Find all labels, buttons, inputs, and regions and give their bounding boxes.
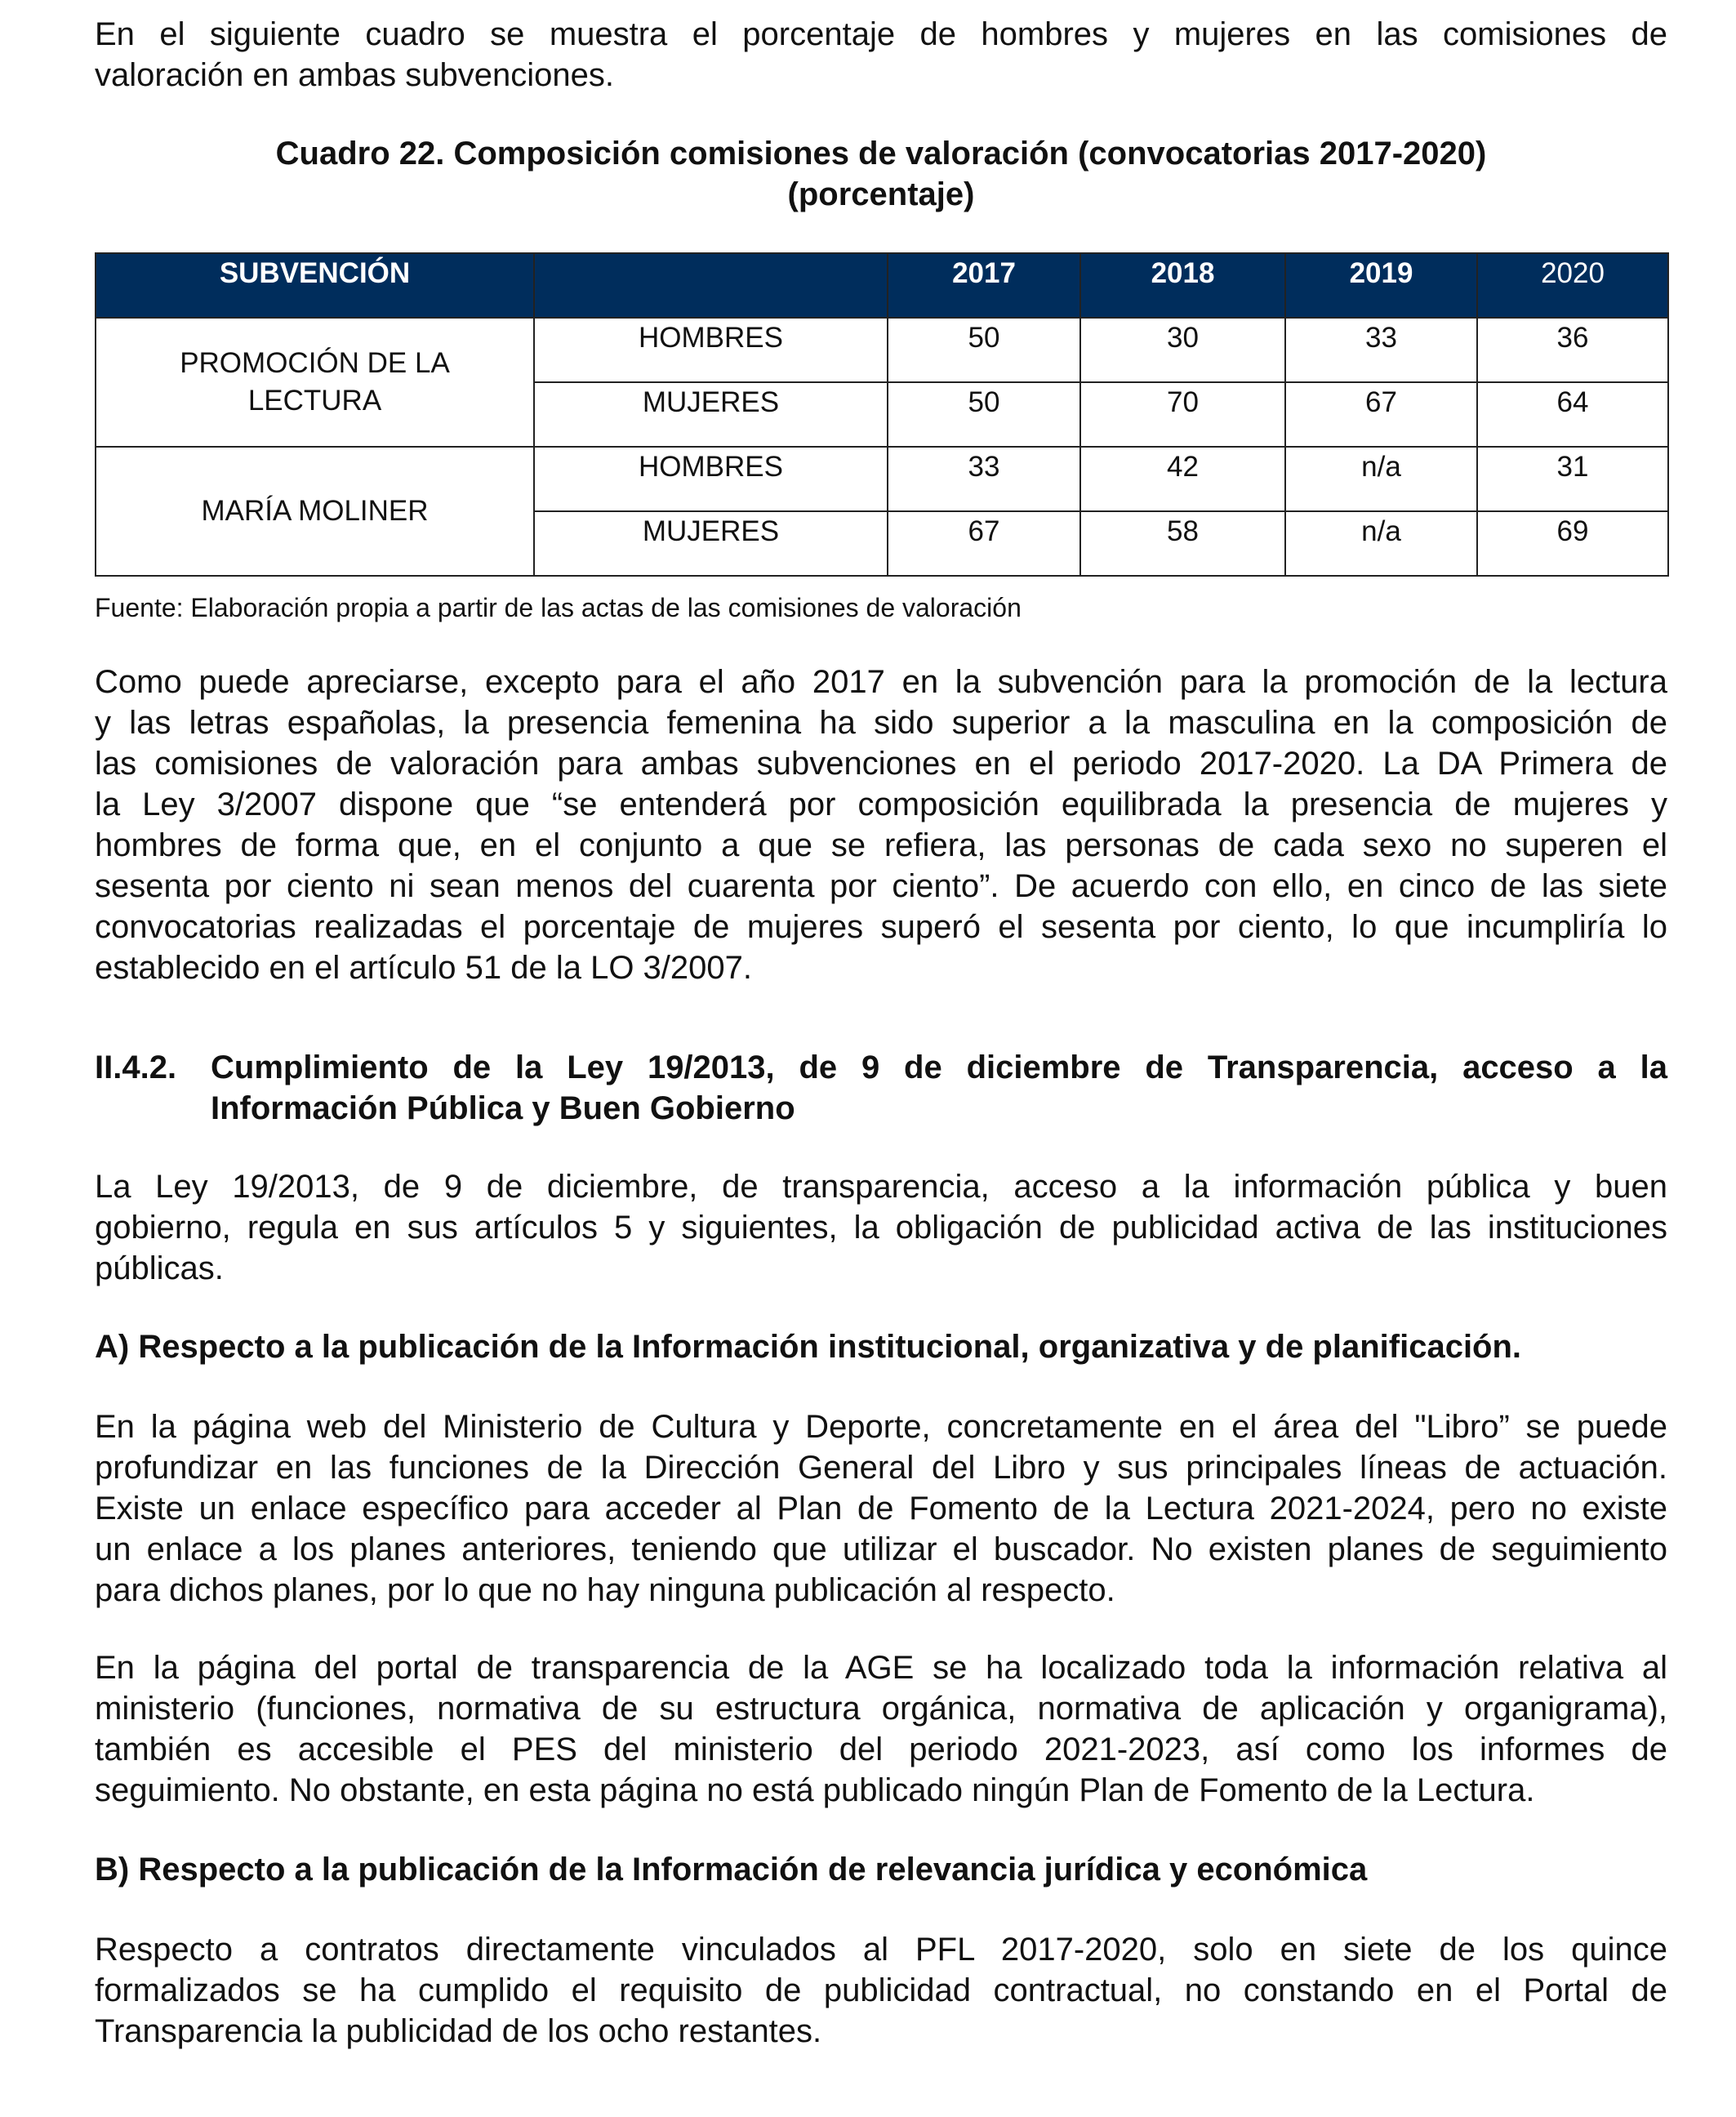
percentage-cell: 30 [1080, 318, 1285, 382]
paragraph-web [95, 1406, 1667, 1611]
header-blank [534, 253, 888, 318]
text-line: Información Pública y Buen Gobierno [211, 1090, 795, 1126]
text-line: la Ley 3/2007 dispone que “se entenderá por composición equilibrada la presencia de mujeres y [95, 787, 1667, 822]
percentage-cell: n/a [1285, 511, 1477, 576]
percentage-cell: 36 [1477, 318, 1668, 382]
table-row [96, 318, 1668, 382]
text-line: las comisiones de valoración para ambas subvenciones en el periodo 2017-2020. La DA Primera de [95, 746, 1667, 782]
subvencion-name: PROMOCIÓN DE LA LECTURA [96, 318, 534, 447]
percentage-cell: 64 [1477, 382, 1668, 447]
text-line: gobierno, regula en sus artículos 5 y siguientes, la obligación de publicidad activa de las instituciones [95, 1210, 1667, 1246]
percentage-cell: 50 [888, 318, 1080, 382]
sex-label: HOMBRES [534, 447, 888, 511]
caption-title: Cuadro 22. Composición comisiones de valoración (convocatorias 2017-2020) [275, 136, 1487, 172]
text-line: Transparencia la publicidad de los ocho restantes. [95, 2013, 822, 2049]
percentage-cell: 42 [1080, 447, 1285, 511]
text-line: seguimiento. No obstante, en esta página no está publicado ningún Plan de Fomento de la Lectura. [95, 1772, 1535, 1808]
paragraph-contracts [95, 1929, 1667, 2052]
sex-label: HOMBRES [534, 318, 888, 382]
text-line: Respecto a contratos directamente vinculados al PFL 2017-2020, solo en siete de los quince [95, 1932, 1667, 1968]
percentage-cell: 58 [1080, 511, 1285, 576]
composition-table [95, 252, 1669, 577]
header-subvencion: SUBVENCIÓN [96, 253, 534, 318]
table-caption [95, 133, 1667, 215]
text-line: Cumplimiento de la Ley 19/2013, de 9 de diciembre de Transparencia, acceso a la [211, 1050, 1667, 1085]
section-title [211, 1047, 1667, 1129]
header-2020: 2020 [1477, 253, 1668, 318]
percentage-cell: 31 [1477, 447, 1668, 511]
subheading-a: A) Respecto a la publicación de la Información institucional, organizativa y de planificación. [95, 1329, 1522, 1365]
text-line: Como puede apreciarse, excepto para el año 2017 en la subvención para la promoción de la lectura [95, 664, 1667, 700]
text-line: sesenta por ciento ni sean menos del cuarenta por ciento”. De acuerdo con ello, en cinco de las siete [95, 868, 1667, 904]
text-line: valoración en ambas subvenciones. [95, 57, 614, 93]
text-line: La Ley 19/2013, de 9 de diciembre, de transparencia, acceso a la información pública y buen [95, 1169, 1667, 1205]
percentage-cell: n/a [1285, 447, 1477, 511]
text-line: hombres de forma que, en el conjunto a que se refiera, las personas de cada sexo no superen el [95, 827, 1667, 863]
percentage-cell: 67 [888, 511, 1080, 576]
table-header-row [96, 253, 1668, 318]
header-2018: 2018 [1080, 253, 1285, 318]
paragraph-law [95, 1166, 1667, 1289]
percentage-cell: 33 [888, 447, 1080, 511]
text-line: profundizar en las funciones de la Dirección General del Libro y sus principales líneas de actuación. [95, 1450, 1667, 1486]
section-number: II.4.2. [95, 1050, 177, 1085]
paragraph-analysis [95, 662, 1667, 988]
sex-label: MUJERES [534, 382, 888, 447]
text-line: para dichos planes, por lo que no hay ninguna publicación al respecto. [95, 1572, 1115, 1608]
text-line: En la página web del Ministerio de Cultura y Deporte, concretamente en el área del "Libro” se puede [95, 1409, 1667, 1445]
subvencion-name: MARÍA MOLINER [96, 447, 534, 576]
text-line: y las letras españolas, la presencia femenina ha sido superior a la masculina en la composición de [95, 705, 1667, 741]
percentage-cell: 33 [1285, 318, 1477, 382]
text-line: formalizados se ha cumplido el requisito de publicidad contractual, no constando en el Portal de [95, 1972, 1667, 2008]
text-line: también es accesible el PES del ministerio del periodo 2021-2023, así como los informes de [95, 1731, 1667, 1767]
sex-label: MUJERES [534, 511, 888, 576]
text-line: un enlace a los planes anteriores, teniendo que utilizar el buscador. No existen planes de seguimiento [95, 1531, 1667, 1567]
text-line: ministerio (funciones, normativa de su estructura orgánica, normativa de aplicación y organigrama), [95, 1691, 1667, 1727]
text-line: establecido en el artículo 51 de la LO 3/2007. [95, 950, 752, 986]
paragraph-portal [95, 1647, 1667, 1811]
text-line: públicas. [95, 1250, 224, 1286]
percentage-cell: 70 [1080, 382, 1285, 447]
text-line: En la página del portal de transparencia de la AGE se ha localizado toda la información relativa al [95, 1650, 1667, 1686]
table-row [96, 447, 1668, 511]
section-heading [95, 1047, 1667, 1129]
text-line: convocatorias realizadas el porcentaje de mujeres superó el sesenta por ciento, lo que incumpliría lo [95, 909, 1667, 945]
percentage-cell: 69 [1477, 511, 1668, 576]
header-2019: 2019 [1285, 253, 1477, 318]
subheading-b: B) Respecto a la publicación de la Información de relevancia jurídica y económica [95, 1852, 1368, 1887]
table-source: Fuente: Elaboración propia a partir de las actas de las comisiones de valoración [95, 593, 1022, 622]
header-2017: 2017 [888, 253, 1080, 318]
text-line: En el siguiente cuadro se muestra el porcentaje de hombres y mujeres en las comisiones de [95, 16, 1667, 52]
percentage-cell: 67 [1285, 382, 1477, 447]
intro-paragraph [95, 14, 1667, 96]
percentage-cell: 50 [888, 382, 1080, 447]
text-line: Existe un enlace específico para acceder al Plan de Fomento de la Lectura 2021-2024, pero no existe [95, 1491, 1667, 1526]
caption-subtitle: (porcentaje) [787, 176, 975, 212]
